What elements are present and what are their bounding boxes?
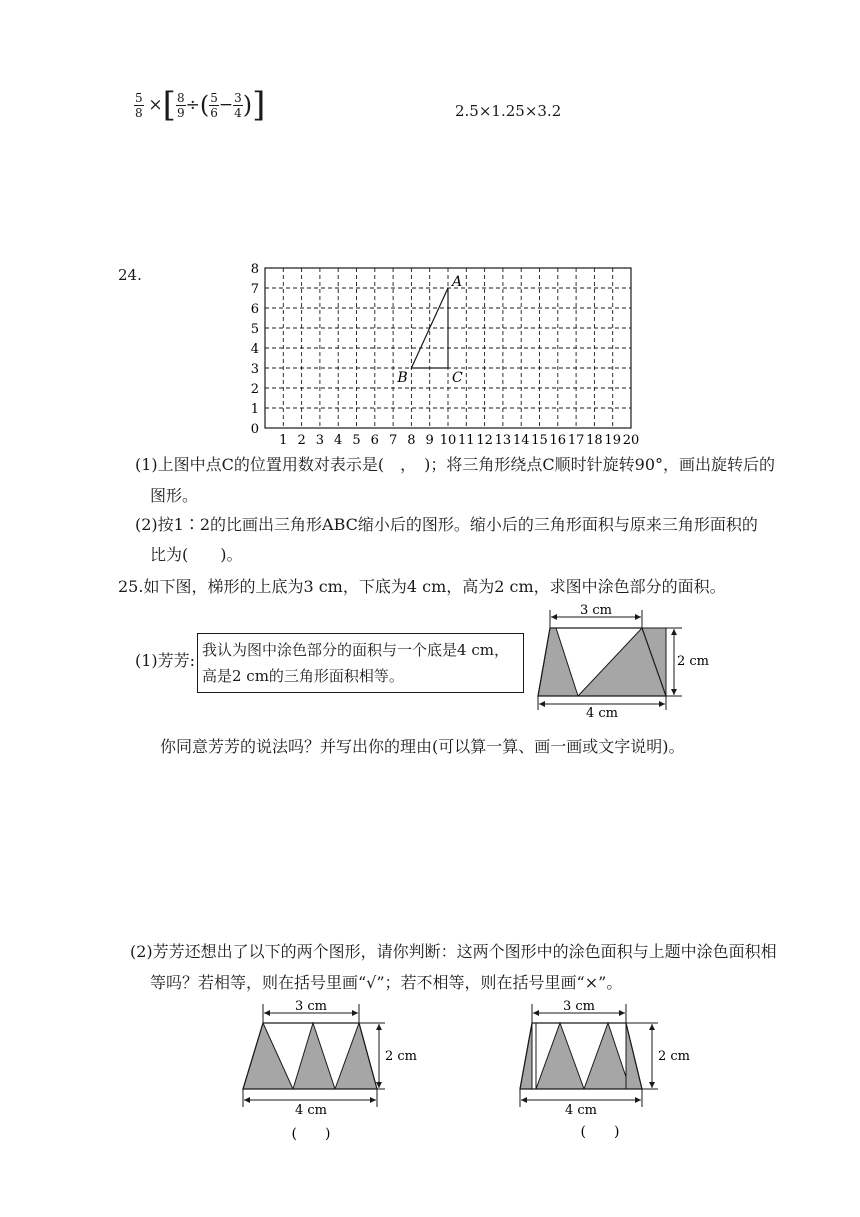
x-tick-label: 20	[622, 433, 640, 448]
x-tick-label: 19	[604, 433, 621, 448]
x-tick-label: 5	[352, 433, 361, 448]
x-tick-label: 8	[407, 433, 416, 448]
x-tick-label: 13	[494, 433, 512, 448]
right-bracket: ]	[252, 85, 266, 125]
q25-part2-line1: (2)芳芳还想出了以下的两个图形，请你判断：这两个图形中的涂色面积与上题中涂色面积相	[130, 942, 777, 961]
question-25-title: 25.如下图，梯形的上底为3 cm，下底为4 cm，高为2 cm，求图中涂色部分的面积。	[118, 577, 726, 596]
x-tick-label: 2	[297, 433, 306, 448]
point-label-a: A	[452, 274, 463, 290]
times-sign: ×	[148, 95, 163, 115]
expression-2: 2.5×1.25×3.2	[455, 102, 562, 120]
x-tick-label: 9	[425, 433, 434, 448]
y-tick-label: 7	[250, 282, 259, 297]
q25-part2-line2: 等吗？若相等，则在括号里画“√”；若不相等，则在括号里画“×”。	[150, 973, 623, 992]
y-tick-label: 8	[250, 262, 259, 277]
y-tick-label: 4	[250, 342, 259, 357]
fraction-8-9: $\frac{8}{9}$	[176, 90, 185, 120]
trapezoid-figure-3	[512, 996, 712, 1144]
point-label-c: C	[452, 370, 463, 386]
q24-part1-line2: 图形。	[150, 486, 199, 505]
x-tick-label: 4	[334, 433, 343, 448]
y-tick-label: 6	[250, 302, 259, 317]
bottom-base-label: 4 cm	[585, 706, 619, 721]
x-tick-label: 12	[476, 433, 493, 448]
q25-question: 你同意芳芳的说法吗？并写出你的理由(可以算一算、画一画或文字说明)。	[160, 737, 685, 756]
x-tick-label: 15	[531, 433, 548, 448]
x-tick-label: 3	[315, 433, 325, 448]
fig2-height-label: 2 cm	[385, 1049, 418, 1064]
y-tick-label: 2	[250, 382, 259, 397]
x-tick-label: 18	[586, 433, 603, 448]
fang-statement-line2: 高是2 cm的三角形面积相等。	[202, 667, 404, 685]
x-tick-label: 11	[458, 433, 475, 448]
y-tick-label: 5	[250, 322, 259, 337]
fraction-3-4: $\frac{3}{4}$	[234, 90, 242, 120]
coordinate-grid	[245, 258, 650, 448]
fang-label: (1)芳芳:	[135, 651, 196, 670]
fig2-answer-paren[interactable]: ( )	[291, 1126, 331, 1142]
point-label-b: B	[397, 370, 408, 386]
q24-part2-line2: 比为( )。	[150, 545, 243, 564]
fang-statement-line1: 我认为图中涂色部分的面积与一个底是4 cm，	[202, 641, 509, 659]
trapezoid-figure-1	[530, 596, 730, 722]
fig3-top-label: 3 cm	[562, 999, 596, 1014]
x-tick-label: 16	[549, 433, 567, 448]
y-tick-label: 1	[250, 402, 259, 417]
x-tick-label: 6	[370, 433, 379, 448]
fig3-answer-paren[interactable]: ( )	[580, 1124, 620, 1140]
fig2-bottom-label: 4 cm	[294, 1103, 328, 1118]
fraction-5-6: $\frac{5}{6}$	[210, 90, 218, 120]
question-24-number: 24.	[118, 266, 142, 284]
height-label: 2 cm	[677, 654, 710, 669]
left-paren: (	[199, 91, 210, 119]
x-tick-label: 7	[388, 433, 398, 448]
x-tick-label: 17	[567, 433, 585, 448]
fig3-height-label: 2 cm	[658, 1049, 691, 1064]
minus-sign: −	[218, 95, 234, 115]
x-tick-label: 1	[279, 433, 288, 448]
fraction-5-8: $\frac{5}{8}$	[135, 90, 143, 120]
right-paren: )	[242, 91, 253, 119]
x-tick-label: 14	[512, 433, 530, 448]
fig3-bottom-label: 4 cm	[564, 1103, 598, 1118]
y-tick-label: 3	[250, 362, 259, 377]
top-base-label: 3 cm	[579, 603, 613, 618]
divide-sign: ÷	[185, 95, 200, 115]
expression-1	[134, 85, 266, 125]
trapezoid-figure-2	[235, 996, 435, 1144]
y-tick-label: 0	[250, 422, 259, 437]
q24-part1-line1: (1)上图中点C的位置用数对表示是( ， )；将三角形绕点C顺时针旋转90°，画出旋转后的	[135, 455, 775, 474]
fang-speech-box	[197, 633, 524, 693]
q24-part2-line1: (2)按1∶2的比画出三角形ABC缩小后的图形。缩小后的三角形面积与原来三角形面积的	[135, 515, 758, 534]
x-tick-label: 10	[439, 433, 457, 448]
left-bracket: [	[162, 85, 176, 125]
fig2-top-label: 3 cm	[294, 999, 328, 1014]
